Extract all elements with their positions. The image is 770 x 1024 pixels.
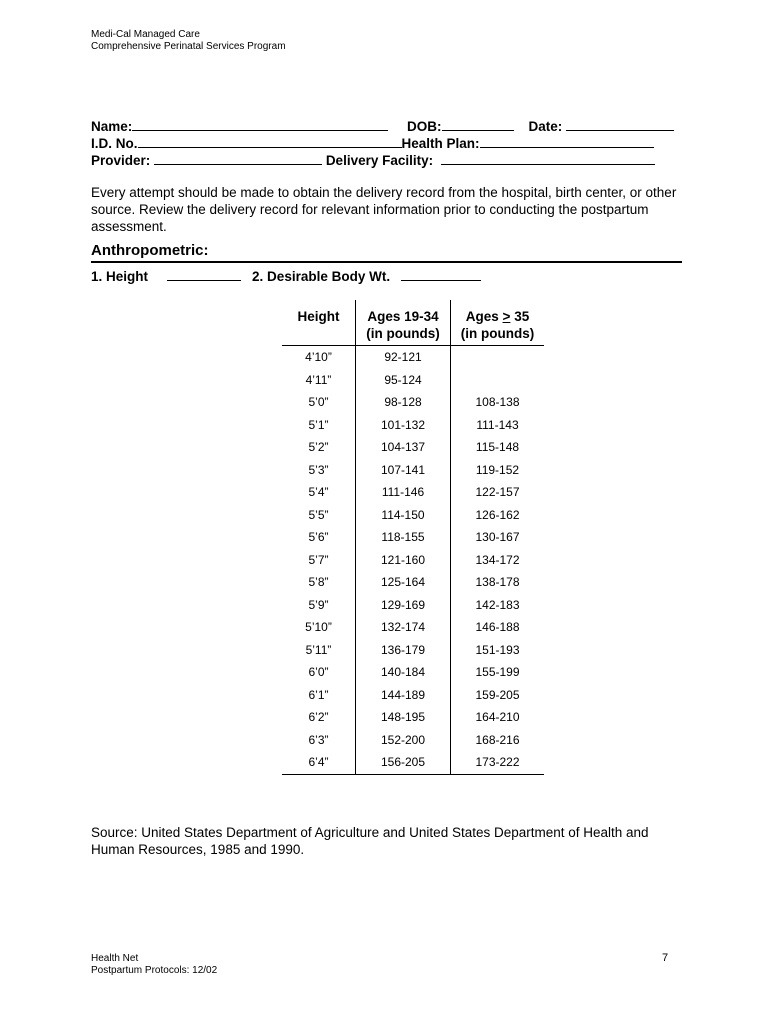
cell-ages-19-34: 95-124 bbox=[356, 369, 451, 392]
table-row bbox=[282, 751, 544, 774]
cell-ages-19-34: 125-164 bbox=[356, 571, 451, 594]
table-row bbox=[282, 594, 544, 617]
cell-ages-19-34: 101-132 bbox=[356, 414, 451, 437]
table-row bbox=[282, 459, 544, 482]
cell-height: 6’1” bbox=[308, 687, 329, 702]
cell-ages-35-plus: 115-148 bbox=[475, 440, 520, 455]
cell-height: 6’3” bbox=[308, 732, 329, 747]
cell-height: 6’2” bbox=[308, 710, 329, 725]
header-ages-35-plus: Ages > 35 (in pounds) bbox=[460, 309, 535, 341]
cell-ages-19-34: 152-200 bbox=[356, 729, 451, 752]
cell-ages-35-plus: 146-188 bbox=[475, 620, 520, 635]
header-program: Medi-Cal Managed Care bbox=[91, 29, 200, 40]
cell-height: 5’2” bbox=[308, 440, 329, 455]
cell-height: 5’10” bbox=[305, 620, 332, 635]
table-row bbox=[282, 481, 544, 504]
height-field[interactable] bbox=[167, 267, 241, 281]
cell-height: 5’0” bbox=[308, 395, 329, 410]
cell-ages-35-plus: 159-205 bbox=[475, 687, 520, 702]
cell-ages-35-plus: 173-222 bbox=[475, 755, 520, 770]
date-field[interactable] bbox=[566, 117, 674, 131]
cell-ages-35-plus bbox=[451, 369, 545, 392]
cell-ages-19-34: 132-174 bbox=[356, 616, 451, 639]
cell-height: 4’11” bbox=[305, 372, 332, 387]
desirable-weight-label: 2. Desirable Body Wt. bbox=[252, 269, 391, 284]
document-footer bbox=[91, 953, 217, 977]
cell-ages-35-plus: 151-193 bbox=[475, 642, 520, 657]
cell-height: 5’5” bbox=[308, 507, 329, 522]
cell-height: 6’4” bbox=[308, 755, 329, 770]
cell-ages-19-34: 121-160 bbox=[356, 549, 451, 572]
id-field[interactable] bbox=[138, 134, 402, 148]
cell-height: 5’1” bbox=[308, 417, 329, 432]
form-row-provider bbox=[91, 151, 655, 169]
cell-height: 5’4” bbox=[308, 485, 329, 500]
dob-field[interactable] bbox=[442, 117, 514, 131]
cell-ages-19-34: 104-137 bbox=[356, 436, 451, 459]
provider-label: Provider: bbox=[91, 153, 151, 168]
header-ages-19-34: Ages 19-34 (in pounds) bbox=[356, 300, 451, 346]
name-label: Name: bbox=[91, 119, 133, 134]
table-row bbox=[282, 391, 544, 414]
form-row-name bbox=[91, 117, 674, 135]
provider-field[interactable] bbox=[154, 151, 322, 165]
cell-ages-19-34: 114-150 bbox=[356, 504, 451, 527]
desirable-weight-field[interactable] bbox=[401, 267, 481, 281]
cell-height: 6’0” bbox=[308, 665, 329, 680]
section-title-anthropometric: Anthropometric: bbox=[91, 242, 682, 263]
table-row bbox=[282, 616, 544, 639]
height-label: 1. Height bbox=[91, 269, 149, 284]
footer-org: Health Net bbox=[91, 953, 139, 964]
cell-ages-19-34: 92-121 bbox=[356, 346, 451, 369]
cell-ages-19-34: 140-184 bbox=[356, 661, 451, 684]
intro-paragraph: Every attempt should be made to obtain the delivery record from the hospital, birth center, or other source. Review the delivery record for relevant information prior to conducting the postpartum assessment. bbox=[91, 185, 677, 234]
health-plan-label: Health Plan: bbox=[401, 136, 480, 151]
desirable-weight-table bbox=[282, 300, 544, 775]
cell-height: 5’11” bbox=[305, 642, 332, 657]
cell-ages-19-34: 98-128 bbox=[356, 391, 451, 414]
id-label: I.D. No. bbox=[91, 136, 138, 151]
table-row bbox=[282, 414, 544, 437]
delivery-facility-label: Delivery Facility: bbox=[325, 153, 434, 168]
header-height: Height bbox=[297, 309, 340, 324]
table-row bbox=[282, 549, 544, 572]
table-row bbox=[282, 706, 544, 729]
page-number: 7 bbox=[662, 952, 669, 964]
table-row bbox=[282, 684, 544, 707]
delivery-facility-field[interactable] bbox=[441, 151, 655, 165]
table-row bbox=[282, 661, 544, 684]
cell-ages-35-plus: 122-157 bbox=[475, 485, 520, 500]
footer-protocol: Postpartum Protocols: 12/02 bbox=[91, 965, 218, 976]
table-row bbox=[282, 571, 544, 594]
health-plan-field[interactable] bbox=[480, 134, 654, 148]
table-row bbox=[282, 436, 544, 459]
table-header-row bbox=[282, 300, 544, 346]
document-header bbox=[91, 29, 286, 53]
cell-ages-19-34: 144-189 bbox=[356, 684, 451, 707]
cell-ages-35-plus: 164-210 bbox=[475, 710, 520, 725]
table-row bbox=[282, 504, 544, 527]
cell-height: 5’9” bbox=[308, 597, 329, 612]
cell-ages-35-plus: 130-167 bbox=[475, 530, 520, 545]
cell-ages-35-plus: 155-199 bbox=[475, 665, 520, 680]
cell-ages-35-plus: 111-143 bbox=[476, 417, 519, 432]
cell-ages-35-plus: 119-152 bbox=[475, 462, 520, 477]
source-citation: Source: United States Department of Agriculture and United States Department of Health and Human Resources, 1985 and 1990. bbox=[91, 825, 649, 857]
cell-ages-35-plus: 134-172 bbox=[475, 552, 520, 567]
cell-ages-19-34: 129-169 bbox=[356, 594, 451, 617]
cell-height: 5’3” bbox=[308, 462, 329, 477]
measures-row bbox=[91, 267, 481, 285]
cell-ages-35-plus bbox=[451, 346, 545, 369]
form-row-id bbox=[91, 134, 654, 152]
cell-ages-19-34: 148-195 bbox=[356, 706, 451, 729]
cell-ages-19-34: 107-141 bbox=[356, 459, 451, 482]
table-row bbox=[282, 369, 544, 392]
date-label: Date: bbox=[528, 119, 563, 134]
cell-ages-35-plus: 142-183 bbox=[475, 597, 520, 612]
cell-ages-35-plus: 108-138 bbox=[475, 395, 520, 410]
header-subprogram: Comprehensive Perinatal Services Program bbox=[91, 41, 286, 52]
cell-height: 5’7” bbox=[308, 552, 329, 567]
cell-ages-35-plus: 138-178 bbox=[475, 575, 520, 590]
cell-ages-19-34: 111-146 bbox=[356, 481, 451, 504]
cell-height: 4’10” bbox=[305, 350, 332, 365]
cell-ages-35-plus: 168-216 bbox=[475, 732, 520, 747]
dob-label: DOB: bbox=[407, 119, 442, 134]
cell-height: 5’8” bbox=[308, 575, 329, 590]
cell-ages-19-34: 156-205 bbox=[356, 751, 451, 774]
name-field[interactable] bbox=[132, 117, 388, 131]
cell-ages-35-plus: 126-162 bbox=[475, 507, 520, 522]
table-row bbox=[282, 526, 544, 549]
table-row bbox=[282, 346, 544, 369]
cell-height: 5’6” bbox=[308, 530, 329, 545]
cell-ages-19-34: 136-179 bbox=[356, 639, 451, 662]
table-row bbox=[282, 729, 544, 752]
cell-ages-19-34: 118-155 bbox=[356, 526, 451, 549]
table-row bbox=[282, 639, 544, 662]
